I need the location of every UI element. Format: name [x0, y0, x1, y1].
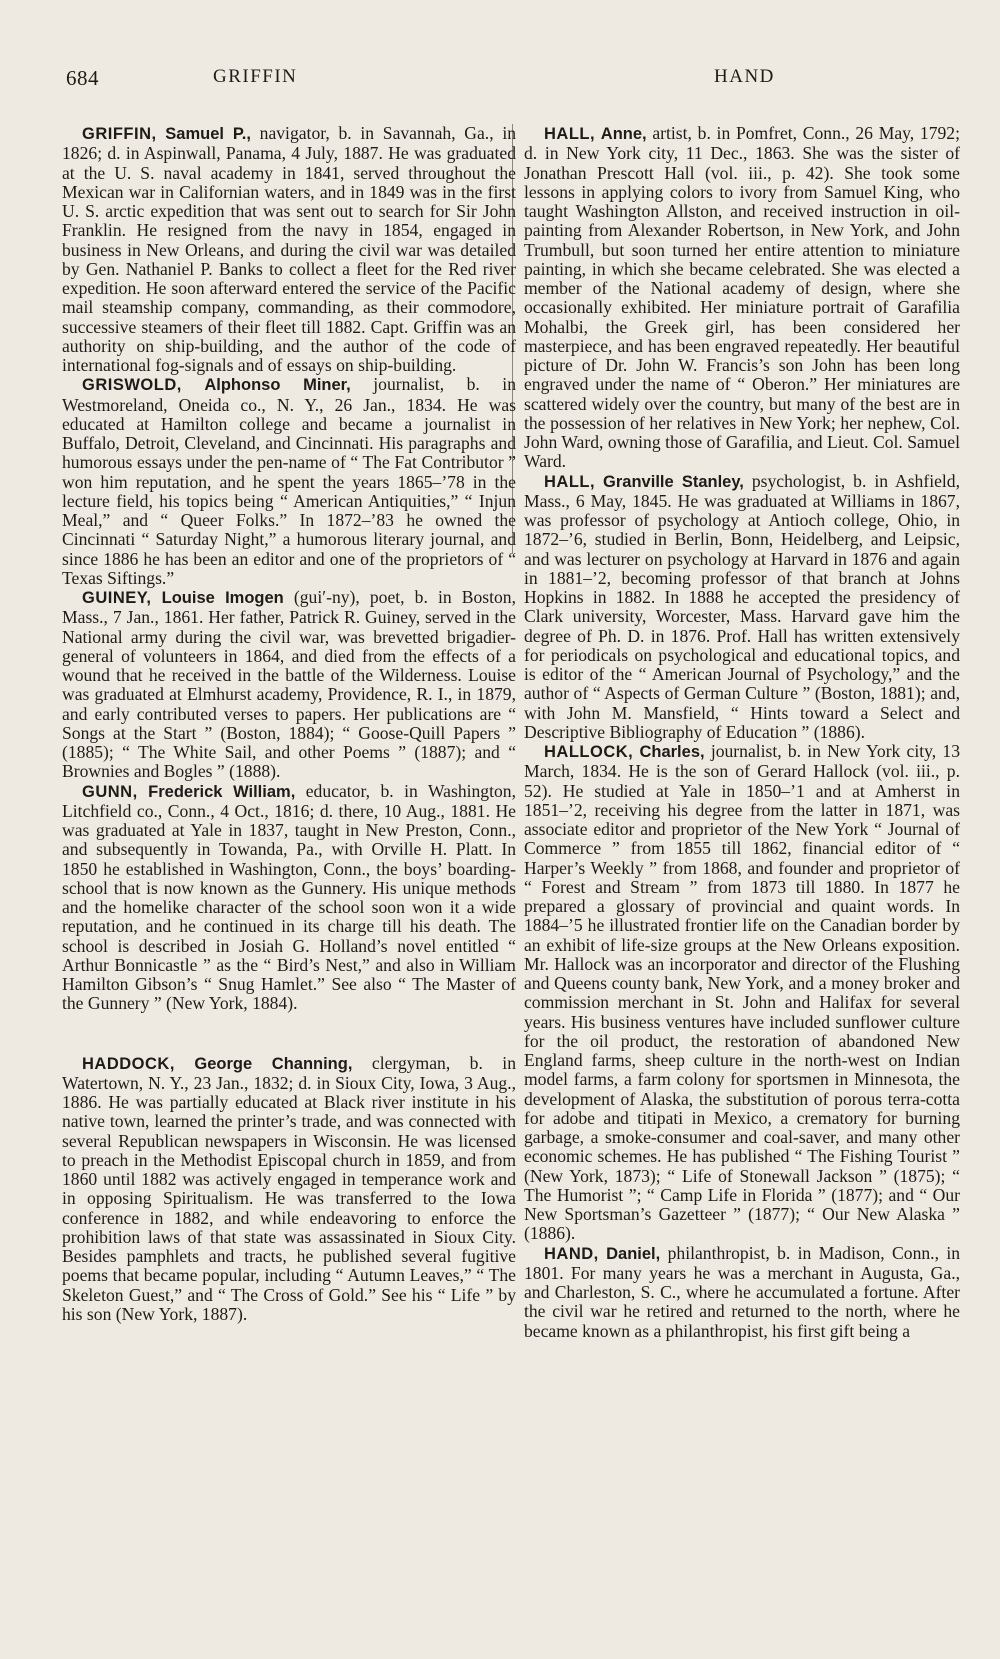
- entry-hallock: [524, 742, 960, 1244]
- entry-griffin: [62, 124, 516, 375]
- entry-text: journalist, b. in New York city, 13 March, 1834. He is the son of Gerard Hallock (vol. iii., p. 52). He studied at Yale in 1850–’1 and at Amherst in 1851–’2, receiving his degree from the latter in 1871, was associate editor and proprietor of the New York “ Journal of Commerce ” from 1855 till 1862, financial editor of “ Harper’s Weekly ” from 1868, and founder and proprietor of “ Forest and Stream ” from 1873 till 1880. In 1877 he prepared a glossary of provincial and quaint words. In 1884–’5 he illustrated frontier life on the Canadian border by an exhibit of life-size groups at the New Orleans exposition. Mr. Hallock was an incorporator and director of the Flushing and Queens county bank, New York, and a money broker and commission merchant in St. John and Halifax for several years. His business ventures have included sunflower culture for the oil product, the restoration of abandoned New England farms, sheep culture in the north-west on Indian model farms, a farm colony for sportsmen in Minnesota, the development of Alaska, the substitution of porous terra-cotta for adobe and titipati in Mexico, a crematory for burning garbage, a smoke-consumer and coal-saver, and many other economic schemes. He has published “ The Fishing Tourist ” (New York, 1873); “ Life of Stonewall Jackson ” (1875); “ The Humorist ”; “ Camp Life in Florida ” (1877); and “ Our New Sportsman’s Gazetteer ” (1877); “ Our New Alaska ” (1886).: [524, 741, 960, 1244]
- guide-word-right: HAND: [714, 66, 775, 87]
- entry-given-name: Anne,: [600, 125, 647, 143]
- entry-text: educator, b. in Washington, Litchfield co., Conn., 4 Oct., 1816; d. there, 10 Aug., 1881. He was graduated at Yale in 1837, taught in New Preston, Conn., and subsequently in Towanda, Pa., with Orville H. Platt. In 1850 he established in Washington, Conn., the boys’ boarding-school that is now known as the Gunnery. His unique methods and the homelike character of the school soon won it a wide reputation, and he continued in its charge till his death. The school is described in Josiah G. Holland’s novel entitled “ Arthur Bonnicastle ” as the “ Bird’s Nest,” and also in William Hamilton Gibson’s “ Snug Hamlet.” See also “ The Master of the Gunnery ” (New York, 1884).: [62, 780, 516, 1014]
- entry-hall-granville: [524, 472, 960, 743]
- guide-word-left: GRIFFIN: [213, 66, 298, 87]
- entry-given-name: Alphonso Miner,: [204, 376, 351, 395]
- entry-text: navigator, b. in Savannah, Ga., in 1826; d. in Aspinwall, Panama, 4 July, 1887. He was graduated at the U. S. naval academy in 1841, served throughout the Mexican war in Californian waters, and in 1849 was in the first U. S. arctic expedition that was sent out to search for Sir John Franklin. He resigned from the navy in 1854, engaged in business in New Orleans, and during the civil war was detailed by Gen. Nathaniel P. Banks to collect a fleet for the Red river expedition. He soon afterward entered the service of the Pacific mail steamship company, commanding, as their commodore, successive steamers of their fleet till 1882. Capt. Griffin was an authority on ship-building, and the author of the code of international fog-signals and of essays on ship-building.: [62, 123, 516, 375]
- entry-given-name: Granville Stanley,: [603, 472, 744, 491]
- running-head: [0, 66, 1000, 96]
- entry-griswold: [62, 375, 516, 588]
- entry-given-name: George Channing,: [194, 1054, 353, 1073]
- entry-surname: GUNN,: [82, 782, 138, 801]
- entry-text: journalist, b. in Westmoreland, Oneida co., N. Y., 26 Jan., 1834. He was educated at Hamilton college and became a journalist in Buffalo, Detroit, Cleveland, and Cincinnati. His paragraphs and humorous essays under the pen-name of “ The Fat Contributor ” won him reputation, and he spent the years 1865–’78 in the lecture field, his topics being “ American Antiquities,” “ Injun Meal,” and “ Queer Folks.” In 1872–’83 he owned the Cincinnati “ Saturday Night,” a humorous literary journal, and since 1886 he has been an editor and one of the proprietors of “ Texas Siftings.”: [62, 374, 516, 588]
- entry-surname: HADDOCK,: [82, 1054, 175, 1073]
- entry-haddock: [62, 1054, 516, 1325]
- left-column: [62, 124, 516, 1324]
- entry-hall-anne: [524, 124, 960, 472]
- entry-surname: GRISWOLD,: [82, 376, 182, 395]
- entry-text: clergyman, b. in Watertown, N. Y., 23 Jan., 1832; d. in Sioux City, Iowa, 3 Aug., 1886. He was partially educated at Black river institute in his native town, learned the printer’s trade, and was connected with several Republican newspapers in Wisconsin. He was licensed to preach in the Methodist Episcopal church in 1859, and from 1860 until 1882 was actively engaged in temperance work and in opposing Spiritualism. He was transferred to the Iowa conference in 1882, and while endeavoring to enforce the prohibition laws of that state was assassinated in Sioux City. Besides pamphlets and tracts, he published several fugitive poems that became popular, including “ Autumn Leaves,” “ The Skeleton Guest,” and “ The Cross of Gold.” See his “ Life ” by his son (New York, 1887).: [62, 1052, 516, 1324]
- entry-text: psychologist, b. in Ashfield, Mass., 6 May, 1845. He was graduated at Williams in 1867, was professor of psychology at Antioch college, Ohio, in 1872–’6, studied in Berlin, Bonn, Heidelberg, and Leipsic, and was lecturer on psychology at Harvard in 1876 and again in 1881–’2, becoming professor of that branch at Johns Hopkins in 1882. In 1888 he accepted the presidency of Clark university, Worcester, Mass. Harvard gave him the degree of Ph. D. in 1876. Prof. Hall has written extensively for periodicals on psychological and educational topics, and is editor of the “ American Journal of Psychology,” and the author of “ Aspects of German Culture ” (Boston, 1881); and, with John M. Mansfield, “ Hints toward a Select and Descriptive Bibliography of Education ” (1886).: [524, 470, 960, 742]
- entry-text: artist, b. in Pomfret, Conn., 26 May, 1792; d. in New York city, 11 Dec., 1863. She was the sister of Jonathan Prescott Hall (vol. iii., p. 42). She took some lessons in applying colors to ivory from Samuel King, who taught Washington Allston, and received instruction in oil-painting from Alexander Robertson, in New York, and John Trumbull, but soon turned her entire attention to miniature painting, in which she became celebrated. She was elected a member of the National academy of design, where she occasionally exhibited. Her miniature portrait of Garafilia Mohalbi, the Greek girl, has been considered her masterpiece, and has been engraved repeatedly. Her beautiful picture of Dr. John W. Francis’s son John has been long engraved under the name of “ Oberon.” Her miniatures are scattered widely over the country, but many of the best are in the possession of her relatives in New York; her nephew, Col. John Ward, owning those of Garafilia, and Lieut. Col. Samuel Ward.: [524, 123, 960, 472]
- entry-given-name: Charles,: [639, 743, 705, 761]
- entry-surname: GRIFFIN,: [82, 125, 157, 143]
- entry-gunn: [62, 782, 516, 1014]
- entry-surname: HALL,: [544, 472, 596, 491]
- entry-given-name: Louise Imogen: [161, 589, 284, 607]
- entry-surname: HALLOCK,: [544, 743, 634, 761]
- page-number: 684: [66, 66, 99, 90]
- entry-text: philanthropist, b. in Madison, Conn., in 1801. For many years he was a merchant in Augusta, Ga., and Charleston, S. C., where he accumulated a fortune. After the civil war he retired and returned to the north, where he became known as a philanthropist, his first gift being a: [524, 1242, 961, 1341]
- entry-guiney: [62, 588, 516, 782]
- entry-given-name: Frederick William,: [148, 782, 296, 801]
- right-column: [524, 124, 960, 1341]
- entry-surname: HALL,: [544, 125, 596, 143]
- entry-given-name: Daniel,: [606, 1244, 661, 1263]
- entry-hand: [524, 1244, 960, 1341]
- entry-text: (gui′-ny), poet, b. in Boston, Mass., 7 Jan., 1861. Her father, Patrick R. Guiney, served in the National army during the civil war, was brevetted brigadier-general of volunteers in 1864, and died from the effects of a wound that he received in the battle of the Wilderness. Louise was graduated at Elmhurst academy, Providence, R. I., in 1879, and early contributed verses to papers. Her publications are “ Songs at the Start ” (Boston, 1884); “ Goose-Quill Papers ” (1885); “ The White Sail, and other Poems ” (1887); and “ Brownies and Bogles ” (1888).: [62, 587, 517, 782]
- section-gap: [62, 1014, 516, 1054]
- entry-surname: HAND,: [544, 1244, 599, 1263]
- entry-surname: GUINEY,: [82, 589, 152, 607]
- entry-given-name: Samuel P.,: [165, 125, 251, 143]
